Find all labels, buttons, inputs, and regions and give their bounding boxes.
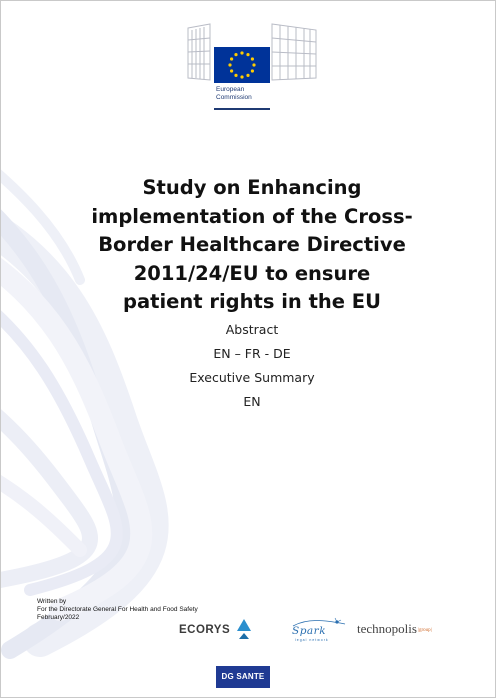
executive-summary-label: Executive Summary xyxy=(189,370,315,385)
spark-logo-text: Spark xyxy=(292,625,327,637)
european-commission-logo xyxy=(186,20,318,112)
written-by-label: Written by xyxy=(37,598,67,605)
abstract-languages: EN – FR - DE xyxy=(213,346,291,361)
publication-date: February/2022 xyxy=(37,614,80,621)
technopolis-logo-text: technopolis xyxy=(357,621,417,636)
eu-flag-building-icon xyxy=(186,20,318,112)
document-title xyxy=(40,174,464,317)
commissioning-body: For the Directorate General For Health and Food Safety xyxy=(37,606,198,613)
title-line-3: Border Healthcare Directive xyxy=(98,233,406,256)
executive-summary-languages: EN xyxy=(243,394,261,409)
title-line-4: 2011/24/EU to ensure xyxy=(133,261,371,285)
dg-sante-badge: DG SANTE xyxy=(216,666,270,688)
logo-text-commission: Commission xyxy=(216,94,252,101)
title-line-1: Study on Enhancing xyxy=(142,176,362,199)
ecorys-logo-text: ECORYS xyxy=(179,624,231,636)
technopolis-group-label: |group| xyxy=(417,627,432,633)
title-line-2: implementation of the Cross- xyxy=(91,204,413,228)
title-line-5: patient rights in the EU xyxy=(123,290,381,313)
logo-text-european: European xyxy=(216,86,245,93)
spark-tagline: legal network xyxy=(295,638,329,642)
technopolis-logo xyxy=(357,621,432,637)
ecorys-triangle-icon xyxy=(236,618,252,640)
abstract-label: Abstract xyxy=(225,322,279,337)
